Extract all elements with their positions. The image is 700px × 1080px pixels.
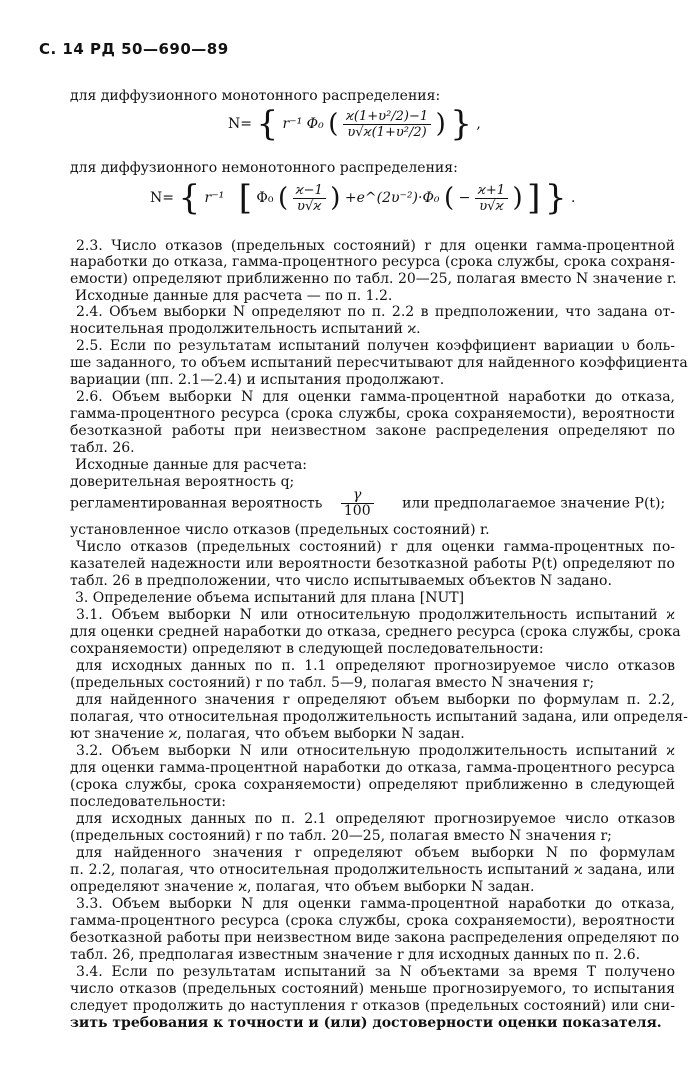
formula-tail: . [570, 190, 576, 206]
text-line: установленное число отказов (предельных состояний) r. [70, 522, 490, 538]
text-line: полагая, что относительная продолжительность испытаний задана, или определя- [70, 709, 688, 725]
fraction-numerator: ϰ−1 [293, 183, 326, 199]
text-line: гамма-процентного ресурса (срока службы, срока сохраняемости), вероятности [70, 913, 675, 929]
text-line: для исходных данных по п. 1.1 определяют прогнозируемое число отказов [76, 658, 675, 674]
formula-brace-left: { [178, 178, 201, 218]
formula-lhs: N= [150, 190, 174, 206]
text-line: (срока службы, срока сохраняемости) определяют приближенно в следующей [70, 777, 675, 793]
section-heading: 3. Определение объема испытаний для плана [NUT] [75, 590, 465, 606]
text-segment: или предполагаемое значение P(t); [402, 495, 666, 512]
fraction-numerator: γ [341, 488, 374, 504]
formula-monotonic [228, 104, 481, 144]
text-line: ют значение ϰ, полагая, что объем выборки N задан. [70, 726, 465, 742]
text-line: безотказной работы при неизвестном виде закона распределения определяют по [70, 930, 680, 946]
text-line: 2.6. Объем выборки N для оценки гамма-процентной наработки до отказа, [76, 389, 675, 405]
text-line: определяют значение ϰ, полагая, что объем выборки N задан. [70, 879, 535, 895]
text-line: Исходные данные для расчета — по п. 1.2. [75, 288, 393, 304]
text-line: число отказов (предельных состояний) меньше прогнозируемого, то испытания [70, 981, 675, 997]
formula-paren-right: ) [512, 183, 523, 213]
text-line: 3.4. Если по результатам испытаний за N объектами за время T получено [76, 964, 675, 980]
text-segment: регламентированная вероятность [70, 495, 323, 512]
text-line: Исходные данные для расчета: [75, 457, 308, 473]
text-line: безотказной работы при неизвестном законе распределения определяют по [70, 423, 675, 439]
formula-brace-right: } [544, 178, 567, 218]
text-line: 3.2. Объем выборки N или относительную продолжительность испытаний ϰ [76, 743, 675, 759]
text-line: Число отказов (предельных состояний) r для оценки гамма-процентных по- [76, 539, 675, 555]
text-line: для диффузионного монотонного распределения: [70, 88, 441, 104]
text-line: сохраняемости) определяют в следующей последовательности: [70, 641, 544, 657]
text-line: для диффузионного немонотонного распределения: [70, 160, 458, 176]
formula-tail: , [476, 116, 481, 132]
text-line: для найденного значения r определяют объем выборки по формулам п. 2.2, [76, 692, 675, 708]
text-line: емости) определяют приближенно по табл. 20—25, полагая вместо N значение r. [70, 271, 677, 287]
text-line-with-fraction [70, 488, 675, 519]
text-line: для исходных данных по п. 2.1 определяют прогнозируемое число отказов [76, 811, 675, 827]
fraction-denominator: υ√ϰ(1+υ²/2) [347, 124, 427, 140]
formula-brace-left: { [256, 104, 279, 144]
fraction-denominator: 100 [343, 503, 371, 519]
text-line: (предельных состояний) r по табл. 5—9, полагая вместо N значения r; [70, 675, 595, 691]
text-line: (предельных состояний) r по табл. 20—25, полагая вместо N значения r; [70, 828, 612, 844]
text-line: для оценки гамма-процентной наработки до отказа, гамма-процентного ресурса [70, 760, 675, 776]
formula-paren-left: ( [328, 109, 339, 139]
text-line: гамма-процентного ресурса (срока службы, срока сохраняемости), вероятности [70, 406, 675, 422]
text-line: табл. 26 в предположении, что число испытываемых объектов N задано. [70, 573, 612, 589]
text-line: табл. 26, предполагая известным значение r для исходных данных по п. 2.6. [70, 947, 641, 963]
formula-paren-right: ) [435, 109, 446, 139]
fraction-numerator: ϰ+1 [475, 183, 508, 199]
formula-paren-left: ( [444, 183, 455, 213]
text-line: табл. 26. [70, 440, 135, 456]
formula-nonmonotonic [150, 178, 575, 218]
formula-minus: − [458, 190, 471, 206]
formula-mid-term: +e^(2υ⁻²)·Φ₀ [344, 190, 440, 206]
formula-lhs: N= [228, 116, 252, 132]
fraction-denominator: υ√ϰ [479, 198, 504, 214]
text-line: последовательности: [70, 794, 226, 810]
text-line: зить требования к точности и (или) достоверности оценки показателя. [70, 1015, 662, 1031]
text-line: 2.4. Объем выборки N определяют по п. 2.2 в предположении, что задана от- [76, 304, 675, 320]
text-line: для найденного значения r определяют объем выборки N по формулам [76, 845, 675, 861]
text-line: вариации (пп. 2.1—2.4) и испытания продолжают. [70, 372, 445, 388]
text-line: 3.1. Объем выборки N или относительную продолжительность испытаний ϰ [76, 607, 675, 623]
text-line: 2.5. Если по результатам испытаний получен коэффициент вариации υ боль- [76, 338, 675, 354]
text-line: следует продолжить до наступления r отказов (предельных состояний) или сни- [70, 998, 675, 1014]
text-line: наработки до отказа, гамма-процентного ресурса (срока службы, срока сохраня- [70, 254, 675, 270]
formula-paren-right: ) [330, 183, 341, 213]
formula-bracket-left: [ [238, 178, 252, 218]
inline-fraction [341, 488, 374, 519]
fraction-denominator: υ√ϰ [297, 198, 322, 214]
formula-brace-right: } [450, 104, 472, 144]
text-line: 3.3. Объем выборки N для оценки гамма-процентной наработки до отказа, [76, 896, 675, 912]
text-line: ше заданного, то объем испытаний пересчитывают для найденного коэффициента [70, 355, 688, 371]
formula-bracket-right: ] [527, 178, 541, 218]
formula-fraction [343, 109, 431, 140]
formula-phi: Φ₀ [256, 190, 274, 206]
fraction-numerator: ϰ(1+υ²/2)−1 [343, 109, 431, 125]
text-line: казателей надежности или вероятности безотказной работы P(t) определяют по [70, 556, 675, 572]
text-line: доверительная вероятность q; [70, 474, 295, 490]
formula-fraction-2 [475, 183, 508, 214]
page-header: С. 14 РД 50—690—89 [39, 40, 229, 58]
formula-paren-left: ( [277, 183, 289, 213]
text-line: носительная продолжительность испытаний ϰ. [70, 321, 421, 337]
text-line: для оценки средней наработки до отказа, среднего ресурса (срока службы, срока [70, 624, 681, 640]
text-line: 2.3. Число отказов (предельных состояний) r для оценки гамма-процентной [76, 238, 675, 254]
formula-coef: r⁻¹ [204, 190, 225, 206]
formula-coef: r⁻¹ Φ₀ [282, 116, 324, 132]
text-line: п. 2.2, полагая, что относительная продолжительность испытаний ϰ задана, или [70, 862, 675, 878]
formula-fraction-1 [293, 183, 326, 214]
